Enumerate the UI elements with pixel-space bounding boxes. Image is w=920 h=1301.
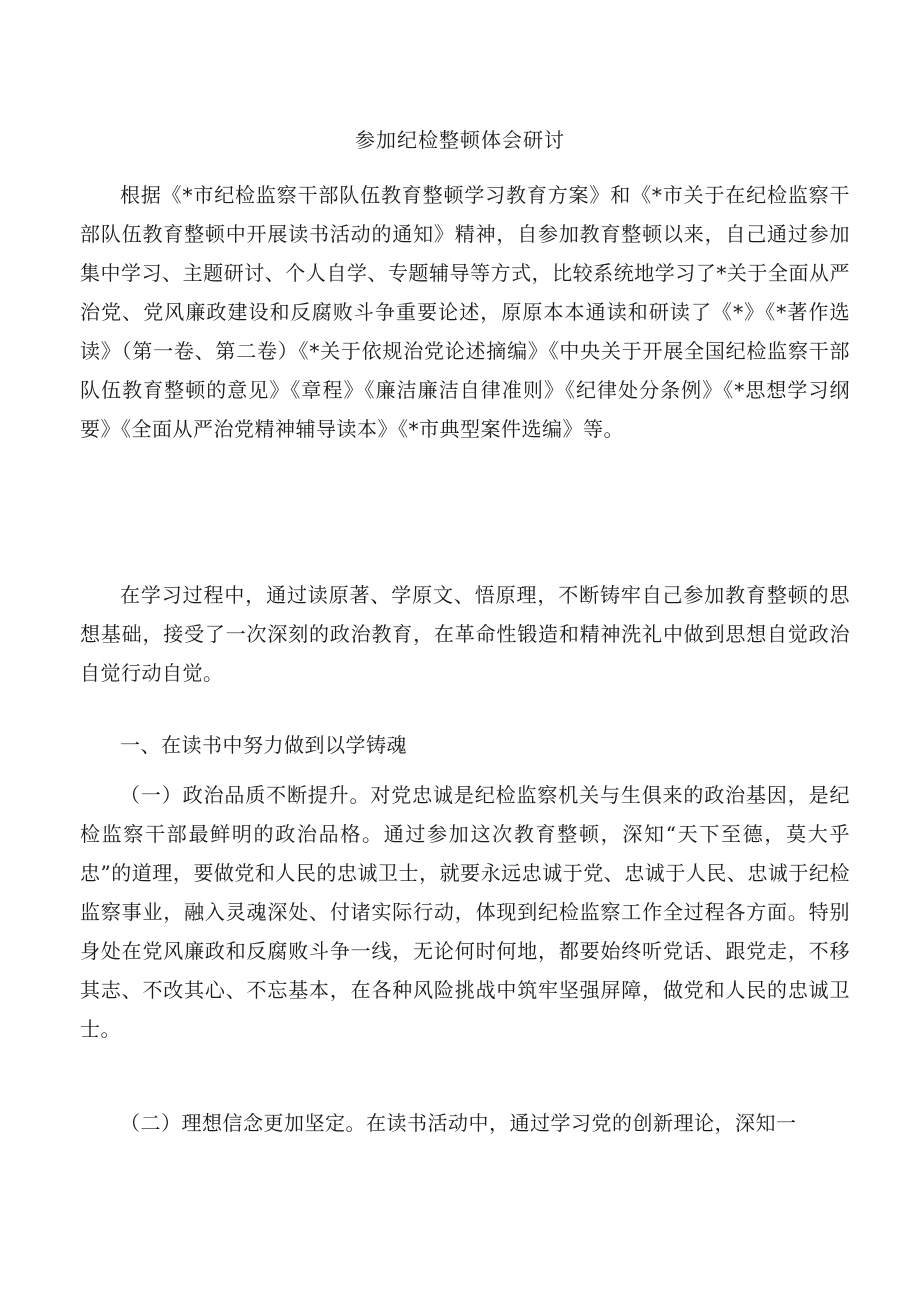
item-paragraph-2: （二）理想信念更加坚定。在读书活动中，通过学习党的创新理论，深知一 [120, 1111, 797, 1135]
intro-paragraph: 根据《*市纪检监察干部队伍教育整顿学习教育方案》和《*市关于在纪检监察干部队伍教育整顿中开展读书活动的通知》精神，自参加教育整顿以来，自己通过参加集中学习、主题研讨、个人自学、专题辅导等方式，比较系统地学习了*关于全面从严治党、党风廉政建设和反腐败斗争重要论述，原原本本通读和研读了《*》《*著作选读》（第一卷、第二卷）《*关于依规治党论述摘编》《中央关于开展全国纪检监察干部队伍教育整顿的意见》《章程》《廉洁廉洁自律准则》《纪律处分条例》《*思想学习纲要》《全面从严治党精神辅导读本》《*市典型案件选编》等。 [80, 183, 850, 441]
section-heading: 一、在读书中努力做到以学铸魂 [120, 733, 407, 757]
item-paragraph-1: （一）政治品质不断提升。对党忠诚是纪检监察机关与生俱来的政治基因，是纪检监察干部最鲜明的政治品格。通过参加这次教育整顿，深知“天下至德，莫大乎忠”的道理，要做党和人民的忠诚卫士，就要永远忠诚于党、忠诚于人民、忠诚于纪检监察事业，融入灵魂深处、付诸实际行动，体现到纪检监察工作全过程各方面。特别身处在党风廉政和反腐败斗争一线，无论何时何地，都要始终听党话、跟党走，不移其志、不改其心、不忘基本，在各种风险挑战中筑牢坚强屏障，做党和人民的忠诚卫士。 [80, 783, 850, 1041]
process-paragraph: 在学习过程中，通过读原著、学原文、悟原理，不断铸牢自己参加教育整顿的思想基础，接受了一次深刻的政治教育，在革命性锻造和精神洗礼中做到思想自觉政治自觉行动自觉。 [80, 583, 850, 685]
document-title: 参加纪检整顿体会研讨 [355, 128, 565, 152]
